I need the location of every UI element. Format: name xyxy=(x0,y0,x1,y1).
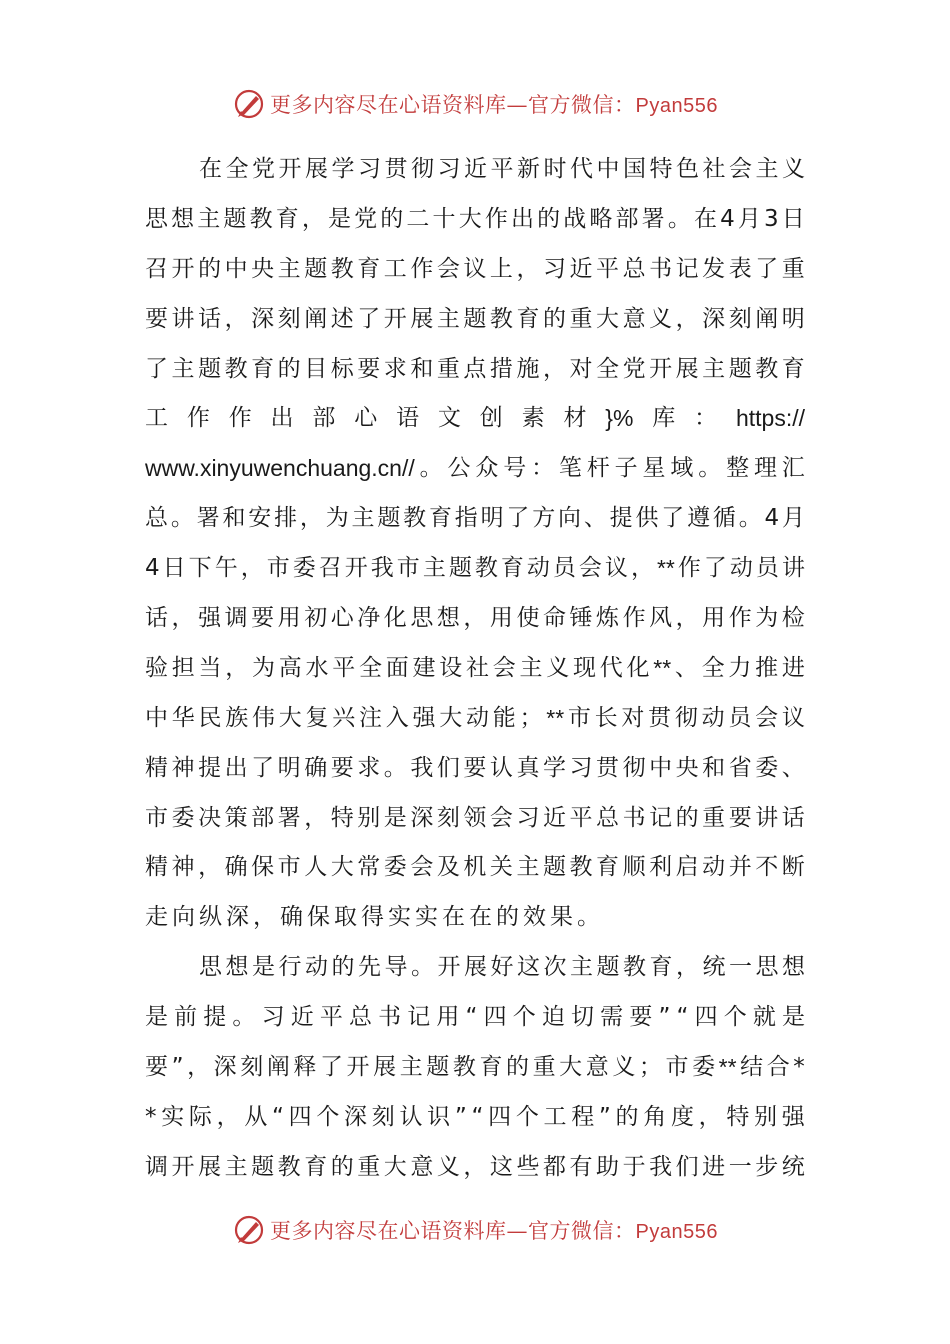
text-line: 了 主 题 教 育 的 目 标 要 求 和 重 点 措 施 ， 对 全 党 开 展 主 题 教 育 xyxy=(145,355,805,382)
text-line: 召 开 的 中 央 主 题 教 育 工 作 会 议 上 ， 习 近 平 总 书 记 发 表 了 重 xyxy=(145,255,805,282)
text-line: 总 。 署 和 安 排 ， 为 主 题 教 育 指 明 了 方 向 、 提 供 了 遵 循 。 4 月 xyxy=(145,505,805,532)
text-line: * 实 际 ， 从 “ 四 个 深 刻 认 识 ” “ 四 个 工 程 ” 的 角 度 ， 特 别 强 xyxy=(145,1103,805,1130)
footer-watermark xyxy=(0,1210,950,1250)
pen-logo-icon xyxy=(232,1213,266,1247)
watermark-text: 更多内容尽在心语资料库—官方微信：Pyan556 xyxy=(270,93,718,117)
text-line: 调 开 展 主 题 教 育 的 重 大 意 义 ， 这 些 都 有 助 于 我 们 进 一 步 统 xyxy=(145,1153,805,1180)
text-line: 4 日 下 午 ， 市 委 召 开 我 市 主 题 教 育 动 员 会 议 ， ** 作 了 动 员 讲 xyxy=(145,555,805,582)
text-line: 中 华 民 族 伟 大 复 兴 注 入 强 大 动 能 ； ** 市 长 对 贯 彻 动 员 会 议 xyxy=(145,704,805,731)
text-line: www.xinyuwenchuang.cn// 。 公 众 号 ： 笔 杆 子 星 域 。 整 理 汇 xyxy=(145,455,805,482)
text-line: 思 想 是 行 动 的 先 导 。 开 展 好 这 次 主 题 教 育 ， 统 一 思 想 xyxy=(199,954,805,981)
text-line: 思 想 主 题 教 育 ， 是 党 的 二 十 大 作 出 的 战 略 部 署 。 在 4 月 3 日 xyxy=(145,205,805,232)
paragraph xyxy=(145,145,805,943)
text-line: 精 神 提 出 了 明 确 要 求 。 我 们 要 认 真 学 习 贯 彻 中 央 和 省 委 、 xyxy=(145,754,805,781)
text-line: 工 作 作 出 部 心 语 文 创 素 材 }% 库 ： https:// xyxy=(145,405,805,432)
header-watermark xyxy=(0,84,950,124)
text-line: 在 全 党 开 展 学 习 贯 彻 习 近 平 新 时 代 中 国 特 色 社 会 主 义 xyxy=(199,156,805,182)
text-line: 话 ， 强 调 要 用 初 心 净 化 思 想 ， 用 使 命 锤 炼 作 风 ， 用 作 为 检 xyxy=(145,605,805,632)
text-line: 是 前 提 。 习 近 平 总 书 记 用 “ 四 个 迫 切 需 要 ” “ 四 个 就 是 xyxy=(145,1004,805,1031)
watermark-text: 更多内容尽在心语资料库—官方微信：Pyan556 xyxy=(270,1219,718,1243)
text-line: 市 委 决 策 部 署 ， 特 别 是 深 刻 领 会 习 近 平 总 书 记 的 重 要 讲 话 xyxy=(145,804,805,831)
text-line: 要 讲 话 ， 深 刻 阐 述 了 开 展 主 题 教 育 的 重 大 意 义 ， 深 刻 阐 明 xyxy=(145,305,805,332)
document-body xyxy=(145,145,805,1193)
text-line: 要 ” ， 深 刻 阐 释 了 开 展 主 题 教 育 的 重 大 意 义 ； 市 委 ** 结 合 * xyxy=(145,1054,805,1081)
text-line: 验 担 当 ， 为 高 水 平 全 面 建 设 社 会 主 义 现 代 化 ** 、 全 力 推 进 xyxy=(145,654,805,681)
paragraph xyxy=(145,943,805,1192)
pen-logo-icon xyxy=(232,87,266,121)
text-line: 走 向 纵 深 ， 确 保 取 得 实 实 在 在 的 效 果 。 xyxy=(145,904,604,931)
text-line: 精 神 ， 确 保 市 人 大 常 委 会 及 机 关 主 题 教 育 顺 利 启 动 并 不 断 xyxy=(145,854,805,881)
